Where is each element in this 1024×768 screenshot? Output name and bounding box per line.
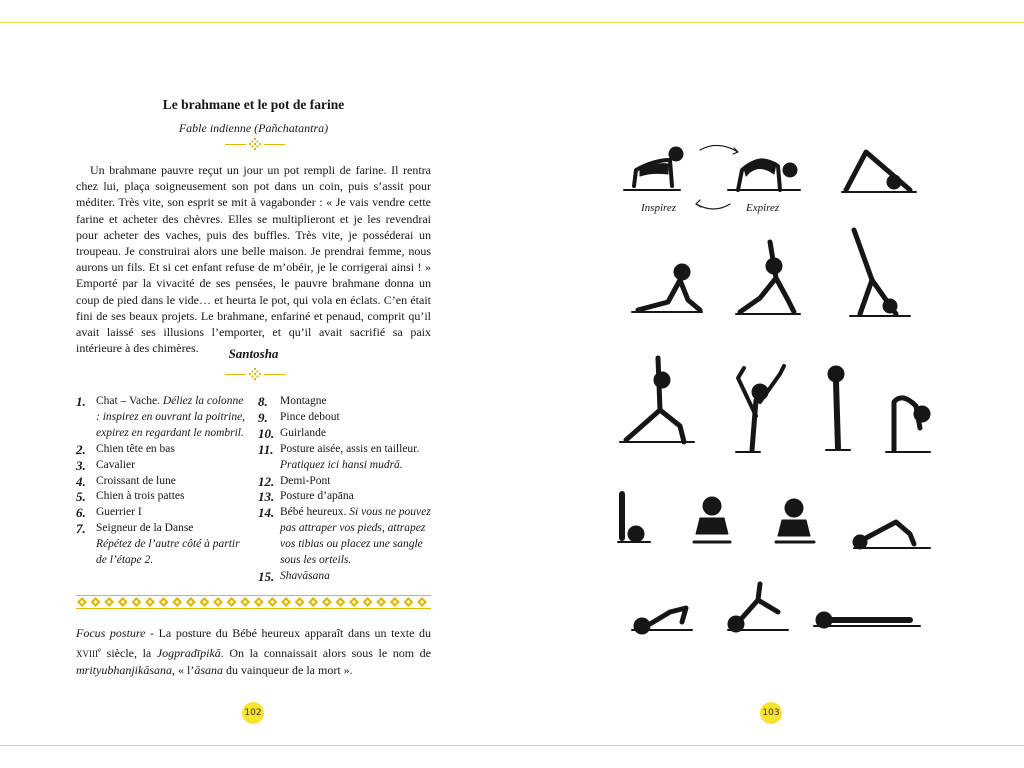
list-item: [258, 394, 433, 410]
list-item: [258, 474, 433, 490]
list-number: 2.: [76, 441, 86, 457]
pose-cow-icon: [728, 159, 800, 190]
list-text: Bébé heureux.: [280, 506, 347, 519]
list-text: Posture aisée, assis en tailleur.: [280, 442, 420, 455]
pose-garland-icon: [618, 494, 650, 542]
list-text: Shavāsana: [280, 569, 330, 582]
pose-apanasana-icon: [632, 608, 692, 634]
pose-down-dog-icon: [842, 152, 916, 192]
list-number: 3.: [76, 457, 86, 473]
bottom-rule: [0, 745, 1024, 746]
list-number: 6.: [76, 505, 86, 521]
list-number: 11.: [258, 441, 274, 457]
fable-subtitle: Fable indienne (Pañchatantra): [178, 121, 329, 135]
ornament-icon: [249, 138, 261, 150]
list-note: Déliez la colonne : inspirez en ouvrant la poitrine, expirez en regardant le nombril.: [96, 395, 246, 439]
pose-forward-bend-icon: [886, 398, 930, 452]
list-number: 7.: [76, 521, 86, 537]
section-title: Santosha: [228, 346, 279, 361]
list-number: 4.: [76, 473, 86, 489]
pose-mountain-icon: [826, 366, 850, 450]
list-text: Pince debout: [280, 410, 340, 423]
focus-text: . On la connaissait alors sous le nom de: [220, 645, 431, 660]
list-number: 13.: [258, 489, 275, 505]
focus-lead: Focus posture: [76, 626, 146, 640]
list-number: 12.: [258, 473, 275, 489]
list-text: Demi-Pont: [280, 474, 331, 487]
fable-paragraph: Un brahmane pauvre reçut un jour un pot rempli de farine. Il rentra chez lui, plaça soigneusement son pot dans un coin, puis s’assit pour méditer. Très vite, son esprit se mit à vagabonder : « Je vais vendre cette farine et acheter des chèvres. Elles se multiplieront et je les revendrai pour acheter des vaches, puis des buffles. Très vite, je posséderai un troupeau. Je construirai alors une belle maison. Je prendrai femme, nous aurons un fils. Et si cet enfant refuse de m’obéir, je le corrigerai ainsi ! » Emporté par la vivacité de ses pensées, le pauvre brahmane donna un coup de pied dans le vide… et heurta le pot, qui vola en éclats. C’en était fini de ses beaux projets. Le brahmane, enfariné et penaud, comprit qu’il avait laissé ses illusions l’emporter, et qu’il avait sacrifié sa paix intérieure à des chimères.: [76, 163, 431, 356]
list-item: [76, 394, 246, 442]
fable-title: Le brahmane et le pot de farine: [162, 97, 345, 112]
focus-text: - La posture du Bébé heureux apparaît dans un texte du: [145, 626, 431, 640]
diamond-divider: [76, 595, 431, 609]
list-item: [76, 474, 246, 490]
list-item: [258, 489, 433, 505]
list-text: Guerrier I: [96, 506, 142, 519]
list-text: Chat – Vache.: [96, 395, 160, 407]
list-item: [76, 489, 246, 505]
ornament-icon: [249, 368, 261, 380]
page-number-right: 103: [760, 702, 782, 724]
top-rule: [0, 22, 1024, 23]
list-text: Seigneur de la Danse: [96, 522, 194, 535]
pose-three-legged-dog-icon: [850, 230, 910, 316]
pose-shavasana-icon: [814, 612, 920, 628]
label-inhale: Inspirez: [641, 202, 677, 214]
list-text: Croissant de lune: [96, 474, 176, 487]
focus-text: du vainqueur de la mort ».: [223, 663, 353, 677]
pose-warrior-icon: [620, 358, 694, 442]
list-text: Montagne: [280, 395, 327, 407]
pose-easy-seated-icon: [694, 497, 730, 542]
list-item: [258, 410, 433, 426]
ornament-divider: [225, 368, 285, 380]
list-text: Chien à trois pattes: [96, 490, 185, 503]
focus-term: āsana: [194, 663, 224, 677]
list-text: Guirlande: [280, 426, 326, 439]
pose-half-bridge-icon: [853, 522, 930, 549]
diamond-pattern-icon: [76, 596, 431, 608]
list-number: 1.: [76, 394, 86, 409]
focus-sup: e: [98, 645, 102, 654]
page-number-left: 102: [242, 702, 264, 724]
list-note: Pratiquez ici hansi mudrā.: [280, 458, 403, 471]
list-number: 5.: [76, 489, 86, 505]
list-note: Si vous ne pouvez pas attraper vos pieds, attrapez vos tibias ou placez une sangle sous les orteils.: [280, 506, 431, 567]
posture-list-col2: [258, 394, 433, 585]
pose-dancer-icon: [736, 366, 784, 452]
focus-term: mrityubhanjikāsana: [76, 663, 172, 677]
list-text: Posture d’apāna: [280, 490, 354, 503]
list-item: [258, 442, 433, 474]
list-number: 10.: [258, 425, 275, 441]
pose-meditation-icon: [776, 499, 814, 542]
pose-rider-icon: [632, 264, 702, 312]
posture-list-col1: [76, 394, 246, 569]
list-number: 8.: [258, 394, 268, 409]
list-item: [76, 521, 246, 569]
ornament-divider: [225, 138, 285, 150]
list-item: [76, 458, 246, 474]
list-item: [258, 569, 433, 585]
focus-work: Jogpradīpikā: [156, 645, 221, 660]
pose-crescent-moon-icon: [736, 242, 800, 314]
list-item: [258, 505, 433, 569]
label-exhale: Expirez: [746, 202, 780, 214]
pose-happy-baby-icon: [728, 584, 788, 632]
focus-text: siècle, la: [101, 645, 157, 660]
list-note: Répétez de l’autre côté à partir de l’étape 2.: [96, 538, 240, 567]
list-item: [258, 426, 433, 442]
list-text: Chien tête en bas: [96, 442, 175, 455]
list-text: Cavalier: [96, 458, 135, 471]
focus-paragraph: [76, 625, 431, 679]
focus-century: XVIII: [76, 648, 98, 659]
pose-cat-icon: [624, 147, 683, 190]
list-number: 14.: [258, 505, 275, 521]
list-number: 9.: [258, 409, 268, 425]
focus-text: , « l’: [172, 663, 195, 677]
list-item: [76, 505, 246, 521]
list-item: [76, 442, 246, 458]
list-number: 15.: [258, 568, 275, 584]
